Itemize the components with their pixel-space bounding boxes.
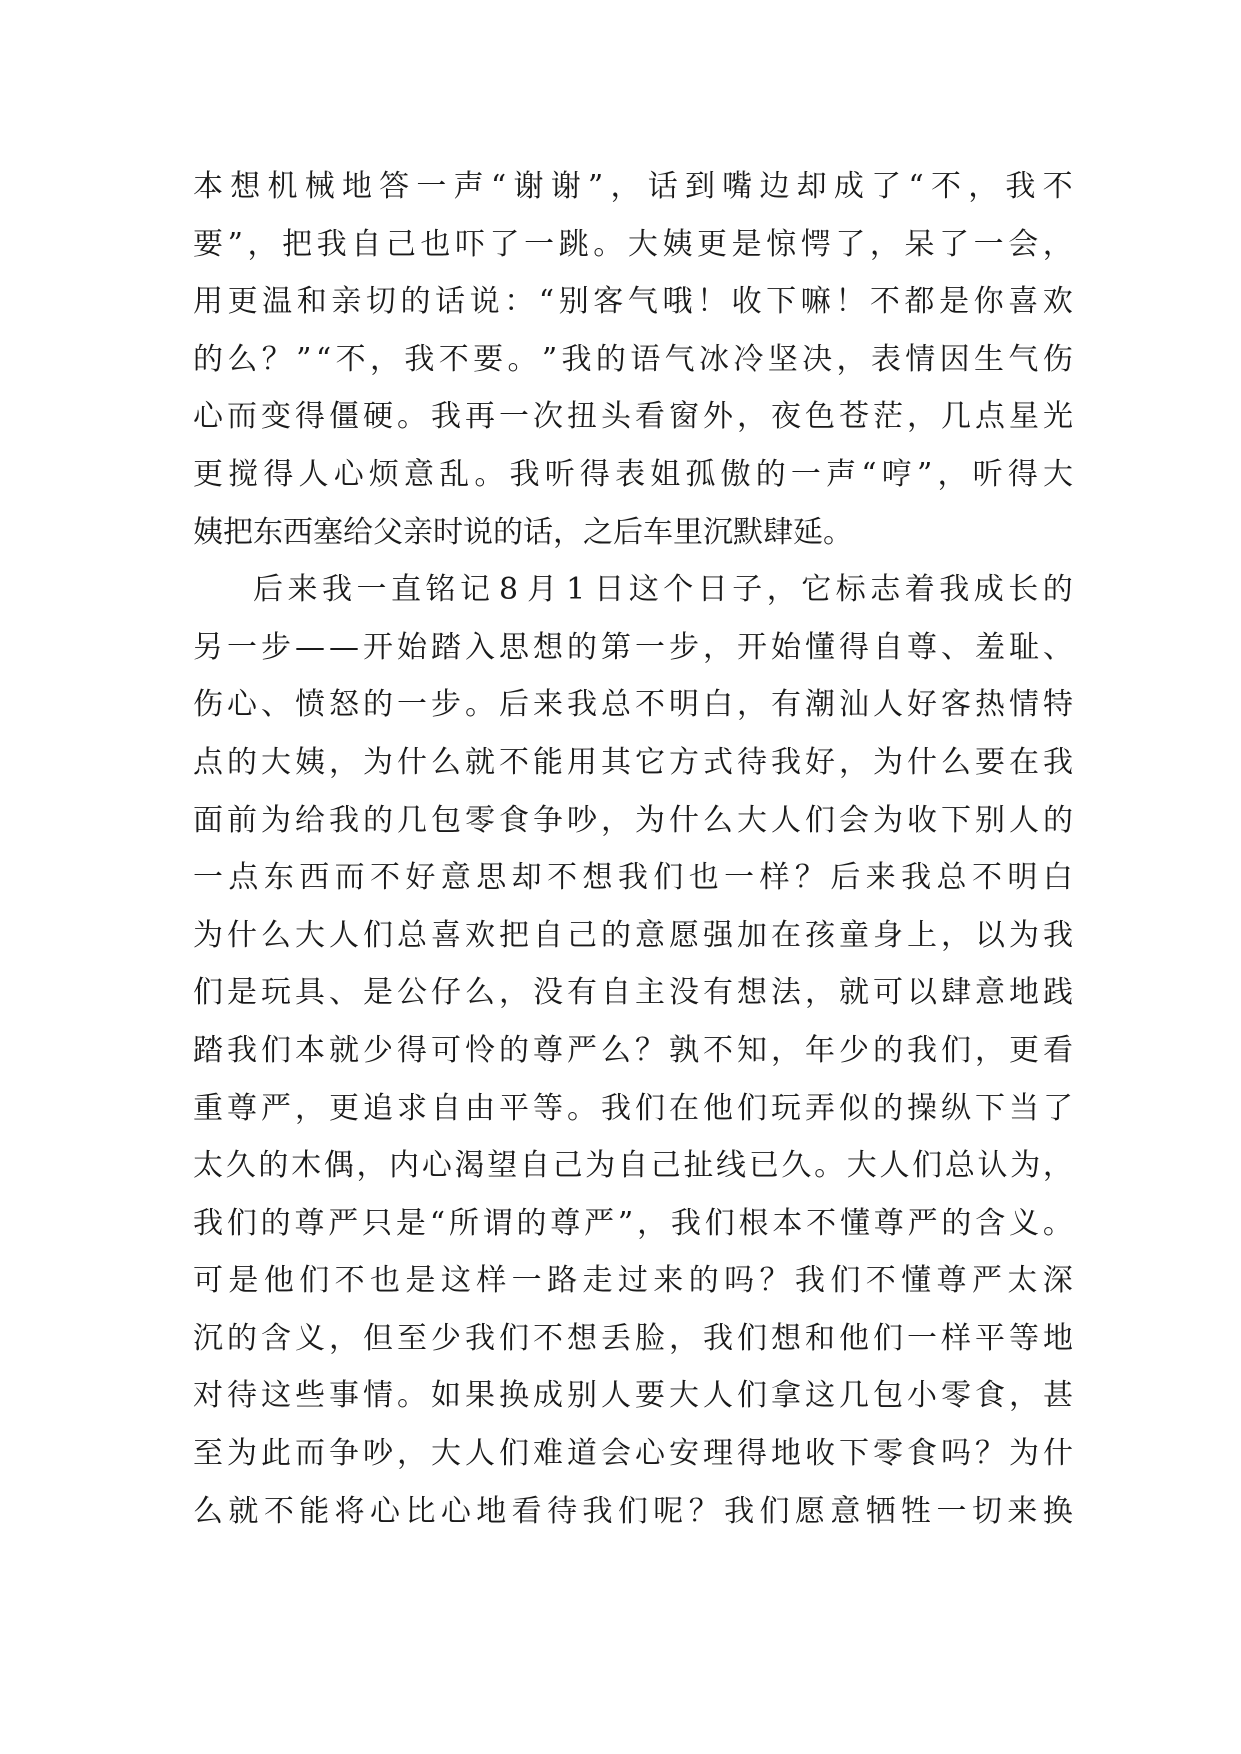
text-line: 我 们 的 尊 严 只 是 “ 所 谓 的 尊 严 ” ， 我 们 根 本 不 懂 尊 严 的 含 义 。 xyxy=(193,1205,1073,1241)
text-line: 伤 心 、 愤 怒 的 一 步 。 后 来 我 总 不 明 白 ， 有 潮 汕 人 好 客 热 情 特 xyxy=(193,687,1073,723)
text-line: 太 久 的 木 偶 ， 内 心 渴 望 自 己 为 自 己 扯 线 已 久 。 大 人 们 总 认 为 ， xyxy=(193,1148,1073,1184)
text-line: 本 想 机 械 地 答 一 声 “ 谢 谢 ” ， 话 到 嘴 边 却 成 了 “ 不 ， 我 不 xyxy=(193,169,1073,204)
text-line: 面 前 为 给 我 的 几 包 零 食 争 吵 ， 为 什 么 大 人 们 会 为 收 下 别 人 的 xyxy=(193,802,1073,838)
text-line: 么 就 不 能 将 心 比 心 地 看 待 我 们 呢 ？ 我 们 愿 意 牺 牲 一 切 来 换 xyxy=(193,1493,1073,1529)
text-line: 更 搅 得 人 心 烦 意 乱 。 我 听 得 表 姐 孤 傲 的 一 声 “ 哼 ” ， 听 得 大 xyxy=(193,456,1073,492)
text-line: 要 ” ， 把 我 自 己 也 吓 了 一 跳 。 大 姨 更 是 惊 愕 了 ， 呆 了 一 会 ， xyxy=(193,226,1073,262)
text-line: 对 待 这 些 事 情 。 如 果 换 成 别 人 要 大 人 们 拿 这 几 包 小 零 食 ， 甚 xyxy=(193,1378,1073,1414)
text-line: 们 是 玩 具 、 是 公 仔 么 ， 没 有 自 主 没 有 想 法 ， 就 可 以 肆 意 地 践 xyxy=(193,975,1073,1011)
text-line: 点 的 大 姨 ， 为 什 么 就 不 能 用 其 它 方 式 待 我 好 ， 为 什 么 要 在 我 xyxy=(193,744,1073,780)
text-line: 用 更 温 和 亲 切 的 话 说 ： “ 别 客 气 哦 ！ 收 下 嘛 ！ 不 都 是 你 喜 欢 xyxy=(193,284,1073,320)
text-line: 沉 的 含 义 ， 但 至 少 我 们 不 想 丢 脸 ， 我 们 想 和 他 们 一 样 平 等 地 xyxy=(193,1320,1073,1356)
text-line: 踏 我 们 本 就 少 得 可 怜 的 尊 严 么 ？ 孰 不 知 ， 年 少 的 我 们 ， 更 看 xyxy=(193,1032,1073,1068)
text-line: 重 尊 严 ， 更 追 求 自 由 平 等 。 我 们 在 他 们 玩 弄 似 的 操 纵 下 当 了 xyxy=(193,1090,1073,1126)
text-line: 姨把东西塞给父亲时说的话，之后车里沉默肆延。 xyxy=(193,514,853,550)
text-line: 为 什 么 大 人 们 总 喜 欢 把 自 己 的 意 愿 强 加 在 孩 童 身 上 ， 以 为 我 xyxy=(193,917,1073,953)
text-line: 另 一 步 — — 开 始 踏 入 思 想 的 第 一 步 ， 开 始 懂 得 自 尊 、 羞 耻 、 xyxy=(193,629,1073,665)
paragraph-first-line: 后 来 我 一 直 铭 记 8 月 1 日 这 个 日 子 ， 它 标 志 着 我 成 长 的 xyxy=(253,572,1073,608)
text-line: 可 是 他 们 不 也 是 这 样 一 路 走 过 来 的 吗 ？ 我 们 不 懂 尊 严 太 深 xyxy=(193,1263,1073,1299)
text-line: 的 么 ？ ” “ 不 ， 我 不 要 。 ” 我 的 语 气 冰 冷 坚 决 ， 表 情 因 生 气 伤 xyxy=(193,341,1073,377)
text-line: 一 点 东 西 而 不 好 意 思 却 不 想 我 们 也 一 样 ？ 后 来 我 总 不 明 白 xyxy=(193,860,1073,896)
body-text xyxy=(193,158,1073,1540)
text-line: 心 而 变 得 僵 硬 。 我 再 一 次 扭 头 看 窗 外 ， 夜 色 苍 茫 ， 几 点 星 光 xyxy=(193,399,1073,435)
text-line: 至 为 此 而 争 吵 ， 大 人 们 难 道 会 心 安 理 得 地 收 下 零 食 吗 ？ 为 什 xyxy=(193,1436,1073,1472)
